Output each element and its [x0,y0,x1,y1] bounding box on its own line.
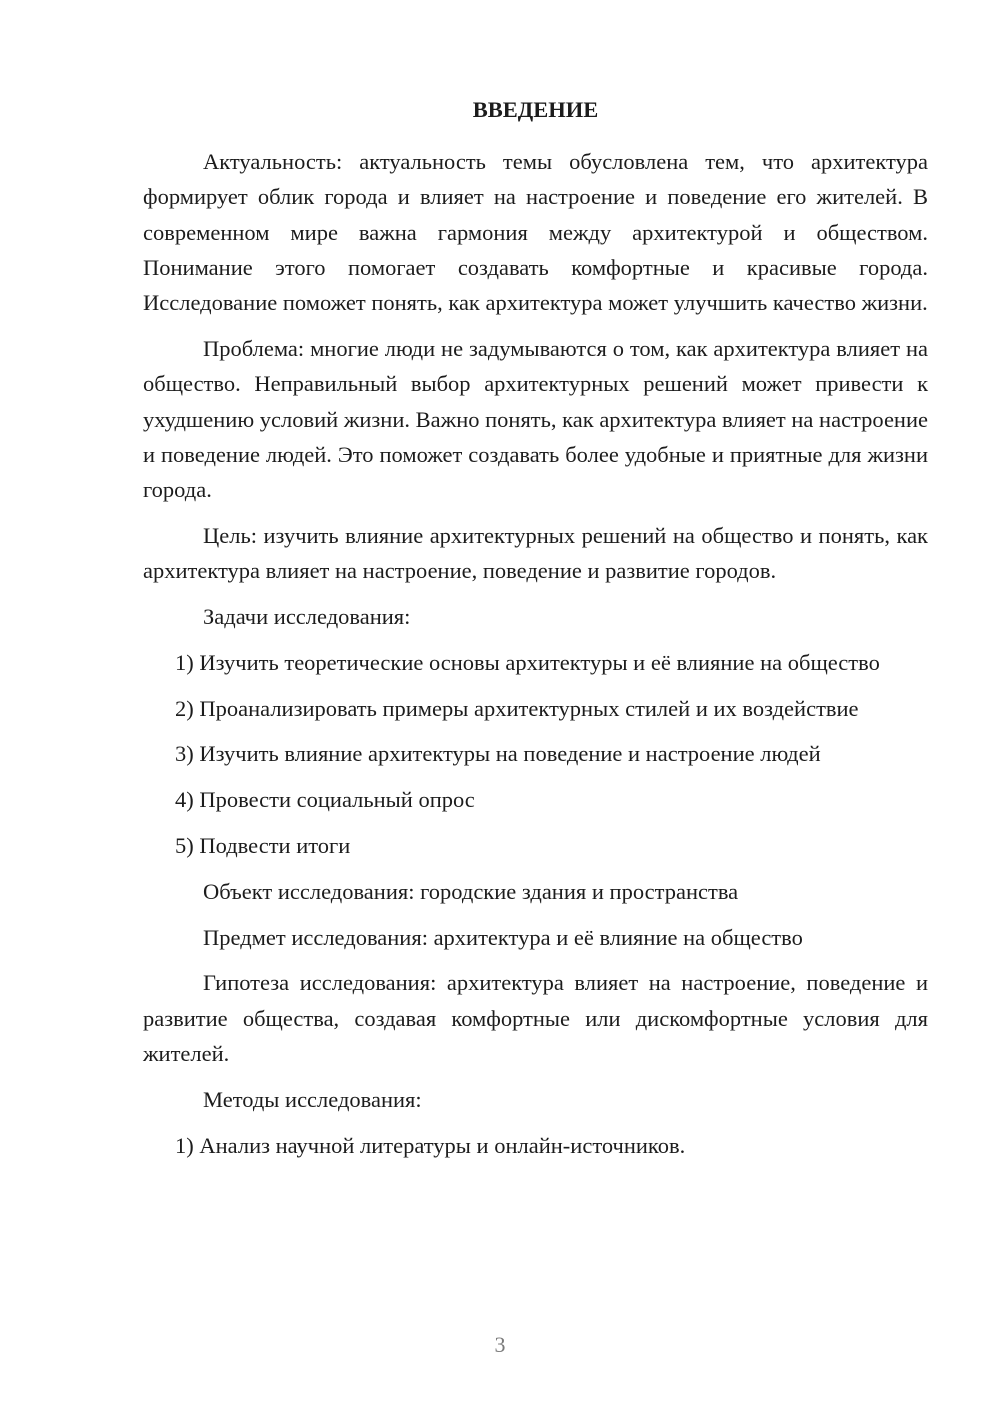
task-item: 1) Изучить теоретические основы архитектуры и её влияние на общество [175,649,880,675]
task-item: 2) Проанализировать примеры архитектурных стилей и их воздействие [175,695,859,721]
method-item: 1) Анализ научной литературы и онлайн-источников. [175,1132,686,1158]
tasks-heading: Задачи исследования: [203,604,411,630]
relevance-paragraph: Актуальность: актуальность темы обусловлена тем, что архитектура формирует облик города и влияет на настроение и поведение его жителей. В современном мире важна гармония между архитектурой и обществом. Понимание этого помогает создавать комфортные и красивые города. Исследование поможет понять, как архитектура может улучшить качество жизни. [143,149,928,316]
problem-paragraph: Проблема: многие люди не задумываются о том, как архитектура влияет на общество. Неправильный выбор архитектурных решений может привести к ухудшению условий жизни. Важно понять, как архитектура влияет на настроение и поведение людей. Это поможет создавать более удобные и приятные для жизни города. [143,335,928,503]
task-item: 4) Провести социальный опрос [175,787,475,813]
section-title: ВВЕДЕНИЕ [472,97,599,122]
page-number: 3 [494,1332,506,1357]
research-object: Объект исследования: городские здания и пространства [203,878,739,904]
task-item: 3) Изучить влияние архитектуры на поведение и настроение людей [175,741,821,767]
hypothesis-paragraph: Гипотеза исследования: архитектура влияет на настроение, поведение и развитие общества, создавая комфортные или дискомфортные условия для жителей. [143,970,928,1067]
goal-paragraph: Цель: изучить влияние архитектурных решений на общество и понять, как архитектура влияет на настроение, поведение и развитие городов. [143,522,928,584]
page-content [143,92,928,1173]
research-subject: Предмет исследования: архитектура и её влияние на общество [203,924,803,950]
task-item: 5) Подвести итоги [175,833,351,859]
methods-heading: Методы исследования: [203,1086,422,1112]
